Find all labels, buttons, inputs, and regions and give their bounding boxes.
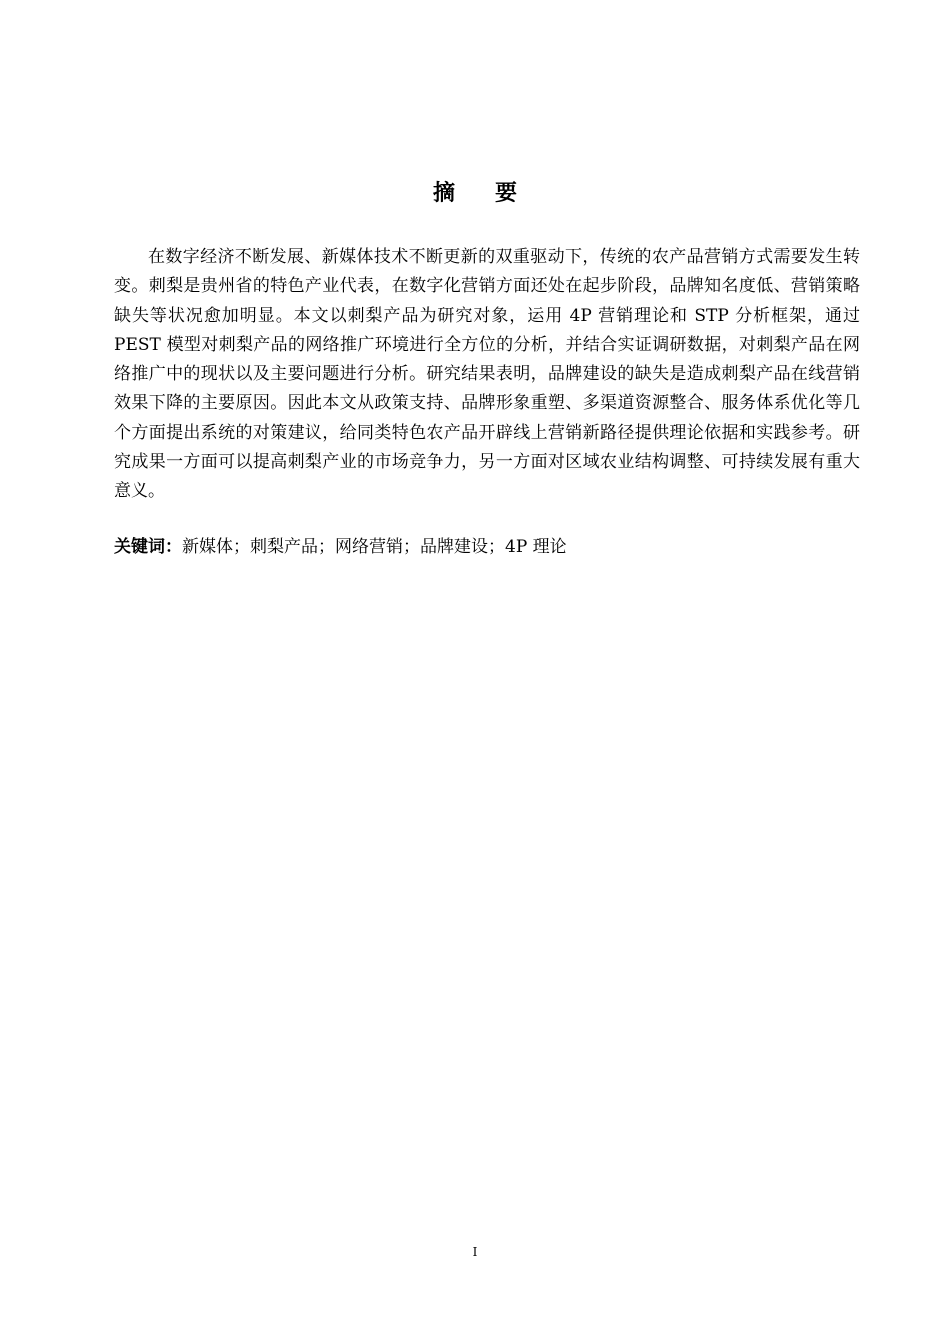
keywords-label: 关键词： (114, 537, 182, 557)
abstract-body: 在数字经济不断发展、新媒体技术不断更新的双重驱动下，传统的农产品营销方式需要发生转变。刺梨是贵州省的特色产业代表，在数字化营销方面还处在起步阶段，品牌知名度低、营销策略缺失等状况愈加明显。本文以刺梨产品为研究对象，运用 4P 营销理论和 STP 分析框架，通过 PEST 模型对刺梨产品的网络推广环境进行全方位的分析，并结合实证调研数据，对刺梨产品在网络推广中的现状以及主要问题进行分析。研究结果表明，品牌建设的缺失是造成刺梨产品在线营销效果下降的主要原因。因此本文从政策支持、品牌形象重塑、多渠道资源整合、服务体系优化等几个方面提出系统的对策建议，给同类特色农产品开辟线上营销新路径提供理论依据和实践参考。研究成果一方面可以提高刺梨产业的市场竞争力，另一方面对区域农业结构调整、可持续发展有重大意义。 (114, 247, 860, 502)
page-number: I (472, 1245, 478, 1259)
keywords-value: 新媒体；刺梨产品；网络营销；品牌建设；4P 理论 (182, 537, 567, 557)
abstract-title: 摘要 (432, 181, 557, 206)
keywords-line (114, 533, 860, 562)
